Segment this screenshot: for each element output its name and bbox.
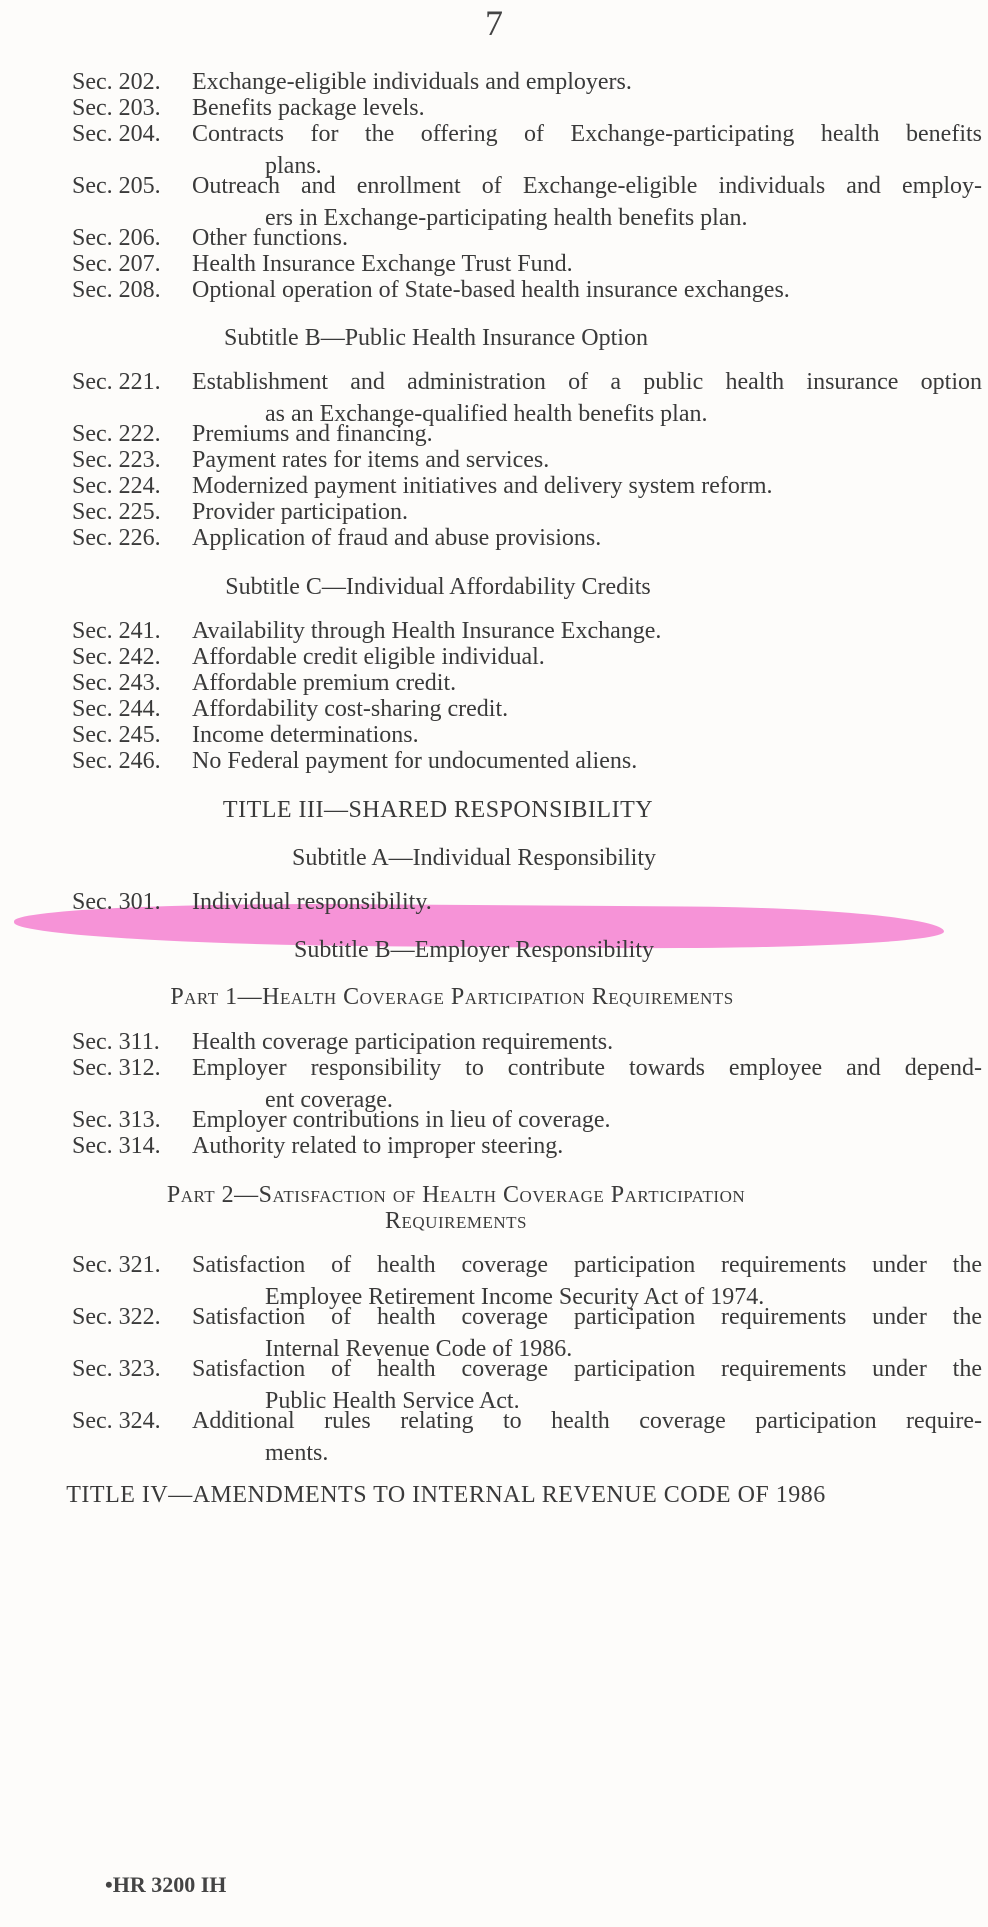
part-heading: Part 1—Health Coverage Participation Requirements xyxy=(170,984,734,1010)
section-number: Sec. 207. xyxy=(72,251,161,277)
section-title: Affordability cost-sharing credit. xyxy=(192,696,509,722)
section-number: Sec. 245. xyxy=(72,722,161,748)
page-number: 7 xyxy=(485,3,503,43)
section-number: Sec. 223. xyxy=(72,447,161,473)
subtitle-heading: Subtitle B—Public Health Insurance Option xyxy=(224,325,648,351)
section-number: Sec. 246. xyxy=(72,748,161,774)
section-number: Sec. 222. xyxy=(72,421,161,447)
toc-entry-246 xyxy=(72,745,982,777)
section-number: Sec. 244. xyxy=(72,696,161,722)
title-heading: TITLE III—SHARED RESPONSIBILITY xyxy=(222,797,654,823)
section-title: Payment rates for items and services. xyxy=(192,447,550,473)
section-title: Modernized payment initiatives and delivery system reform. xyxy=(192,473,773,499)
section-title-continued: ers in Exchange-participating health benefits plan. xyxy=(265,205,748,231)
section-title: Benefits package levels. xyxy=(192,95,425,121)
section-number: Sec. 224. xyxy=(72,473,161,499)
toc-entry-324 xyxy=(72,1405,982,1469)
section-number: Sec. 323. xyxy=(72,1356,161,1382)
toc-entry-314 xyxy=(72,1130,982,1162)
section-title: No Federal payment for undocumented aliens. xyxy=(192,748,638,774)
section-number: Sec. 206. xyxy=(72,225,161,251)
section-title-continued: ments. xyxy=(265,1440,329,1466)
section-title: Provider participation. xyxy=(192,499,408,525)
section-title: Availability through Health Insurance Exchange. xyxy=(192,618,662,644)
section-number: Sec. 324. xyxy=(72,1408,161,1434)
subtitle-heading: Subtitle B—Employer Responsibility xyxy=(294,937,654,963)
subtitle-heading: Subtitle C—Individual Affordability Credits xyxy=(225,574,651,600)
bill-identifier: •HR 3200 IH xyxy=(105,1872,227,1897)
section-number: Sec. 205. xyxy=(72,173,161,199)
section-number: Sec. 314. xyxy=(72,1133,161,1159)
section-title: Satisfaction of health coverage participation requirements under the xyxy=(192,1252,982,1278)
section-title: Employer contributions in lieu of coverage. xyxy=(192,1107,611,1133)
toc-entry-301 xyxy=(72,886,982,918)
subtitle-heading: Subtitle A—Individual Responsibility xyxy=(291,845,656,871)
section-title: Contracts for the offering of Exchange-participating health benefits xyxy=(192,121,982,147)
section-title-continued: Employee Retirement Income Security Act of 1974. xyxy=(265,1284,765,1310)
section-number: Sec. 312. xyxy=(72,1055,161,1081)
toc-entry-208 xyxy=(72,274,982,306)
section-title: Application of fraud and abuse provisions. xyxy=(192,525,602,551)
toc-entry-226 xyxy=(72,522,982,554)
section-title: Other functions. xyxy=(192,225,348,251)
section-title: Health Insurance Exchange Trust Fund. xyxy=(192,251,573,277)
section-number: Sec. 225. xyxy=(72,499,161,525)
section-title: Employer responsibility to contribute towards employee and depend- xyxy=(192,1055,982,1081)
section-title-continued: Internal Revenue Code of 1986. xyxy=(265,1336,573,1362)
section-number: Sec. 243. xyxy=(72,670,161,696)
title-heading: TITLE IV—AMENDMENTS TO INTERNAL REVENUE CODE OF 1986 xyxy=(66,1482,826,1508)
section-title: Establishment and administration of a public health insurance option xyxy=(192,369,982,395)
section-title: Satisfaction of health coverage participation requirements under the xyxy=(192,1356,982,1382)
section-title: Affordable credit eligible individual. xyxy=(192,644,545,670)
section-title: Individual responsibility. xyxy=(192,889,432,915)
section-title: Health coverage participation requirements. xyxy=(192,1029,614,1055)
section-number: Sec. 242. xyxy=(72,644,161,670)
section-title: Optional operation of State-based health insurance exchanges. xyxy=(192,277,790,303)
part-heading-continued: Requirements xyxy=(385,1208,527,1234)
section-title: Premiums and financing. xyxy=(192,421,433,447)
section-number: Sec. 204. xyxy=(72,121,161,147)
section-number: Sec. 226. xyxy=(72,525,161,551)
section-title-continued: plans. xyxy=(265,153,322,179)
section-title: Income determinations. xyxy=(192,722,419,748)
part-heading: Part 2—Satisfaction of Health Coverage Participation xyxy=(166,1182,746,1208)
section-number: Sec. 221. xyxy=(72,369,161,395)
section-title: Additional rules relating to health coverage participation require- xyxy=(192,1408,982,1434)
section-title: Satisfaction of health coverage participation requirements under the xyxy=(192,1304,982,1330)
section-title: Authority related to improper steering. xyxy=(192,1133,564,1159)
section-number: Sec. 203. xyxy=(72,95,161,121)
section-number: Sec. 202. xyxy=(72,69,161,95)
section-title: Exchange-eligible individuals and employers. xyxy=(192,69,632,95)
section-title-continued: Public Health Service Act. xyxy=(265,1388,520,1414)
section-title-continued: as an Exchange-qualified health benefits plan. xyxy=(265,401,708,427)
section-number: Sec. 241. xyxy=(72,618,161,644)
section-number: Sec. 322. xyxy=(72,1304,161,1330)
section-number: Sec. 208. xyxy=(72,277,161,303)
section-title-continued: ent coverage. xyxy=(265,1087,393,1113)
section-title: Affordable premium credit. xyxy=(192,670,457,696)
section-number: Sec. 311. xyxy=(72,1029,160,1055)
section-number: Sec. 313. xyxy=(72,1107,161,1133)
section-number: Sec. 321. xyxy=(72,1252,161,1278)
section-title: Outreach and enrollment of Exchange-eligible individuals and employ- xyxy=(192,173,982,199)
section-number: Sec. 301. xyxy=(72,889,161,915)
